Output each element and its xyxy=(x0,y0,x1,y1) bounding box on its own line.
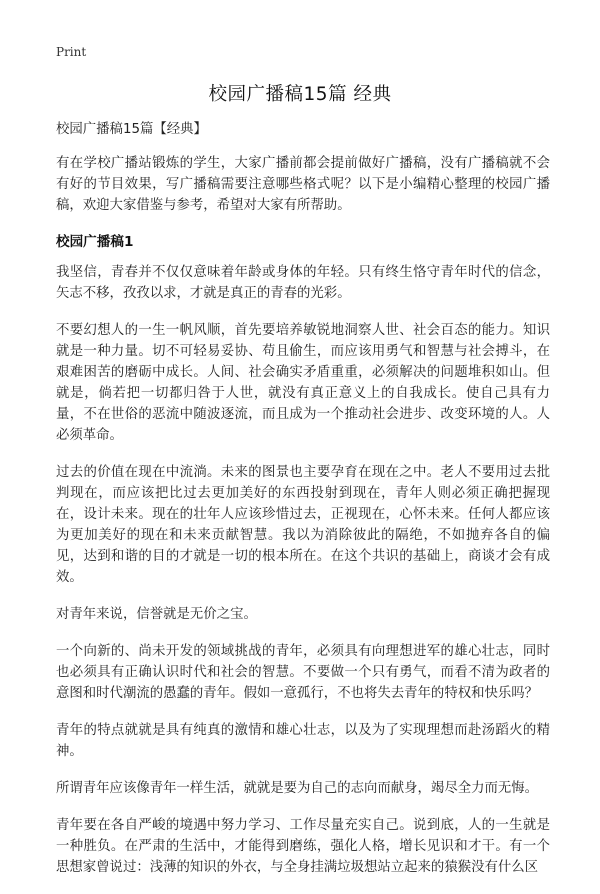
body-paragraph: 我坚信，青春并不仅仅意味着年龄或身体的年轻。只有终生恪守青年时代的信念，矢志不移，孜孜以求，才就是真正的青春的光彩。 xyxy=(56,265,550,301)
body-paragraph: 一个向新的、尚未开发的领域挑战的青年，必须具有向理想进军的雄心壮志，同时也必须具有正确认识时代和社会的智慧。不要做一个只有勇气，而看不清为政者的意图和时代潮流的愚蠢的青年。假如一意孤行，不也将失去青年的特权和快乐吗？ xyxy=(56,644,550,701)
section-heading: 校园广播稿1 xyxy=(56,234,134,250)
body-paragraph: 过去的价值在现在中流淌。未来的图景也主要孕育在现在之中。老人不要用过去批判现在，而应该把比过去更加美好的东西投射到现在，青年人则必须正确把握现在，设计未来。现在的壮年人应该珍惜过去，正视现在，心怀未来。任何人都应该为更加美好的现在和未来贡献智慧。我以为消除彼此的隔绝，不如抛弃各自的偏见，达到和谐的目的才就是一切的根本所在。在这个共识的基础上，商谈才会有成效。 xyxy=(56,465,550,585)
document-subtitle: 校园广播稿15篇【经典】 xyxy=(56,122,207,137)
intro-paragraph: 有在学校广播站锻炼的学生，大家广播前都会提前做好广播稿，没有广播稿就不会有好的节目效果，写广播稿需要注意哪些格式呢？以下是小编精心整理的校园广播稿，欢迎大家借鉴与参考，希望对大家有所帮助。 xyxy=(56,156,550,213)
document-title: 校园广播稿15篇 经典 xyxy=(208,84,392,105)
body-paragraph: 对青年来说，信誉就是无价之宝。 xyxy=(56,607,257,622)
print-link[interactable]: Print xyxy=(56,45,87,59)
body-paragraph: 青年的特点就就是具有纯真的激情和雄心壮志，以及为了实现理想而赴汤蹈火的精神。 xyxy=(56,723,550,759)
body-paragraph: 青年要在各自严峻的境遇中努力学习、工作尽量充实自己。说到底，人的一生就是一种胜负。在严肃的生活中，才能得到磨练，强化人格，增长见识和才干。有一个思想家曾说过：浅薄的知识的外衣，与全身挂满垃圾想站立起来的猿猴没有什么区 xyxy=(56,818,550,875)
body-paragraph: 所谓青年应该像青年一样生活，就就是要为自己的志向而献身，竭尽全力而无悔。 xyxy=(56,781,539,796)
document-body xyxy=(56,121,550,894)
body-paragraph: 不要幻想人的一生一帆风顺，首先要培养敏锐地洞察人世、社会百态的能力。知识就是一种力量。切不可轻易妥协、苟且偷生，而应该用勇气和智慧与社会搏斗，在艰难困苦的磨砺中成长。人间、社会确实矛盾重重，必须解决的问题堆积如山。但就是，倘若把一切都归咎于人世，就没有真正意义上的自我成长。使自己具有力量，不在世俗的恶流中随波逐流，而且成为一个推动社会进步、改变环境的人。人必须革命。 xyxy=(56,323,550,443)
